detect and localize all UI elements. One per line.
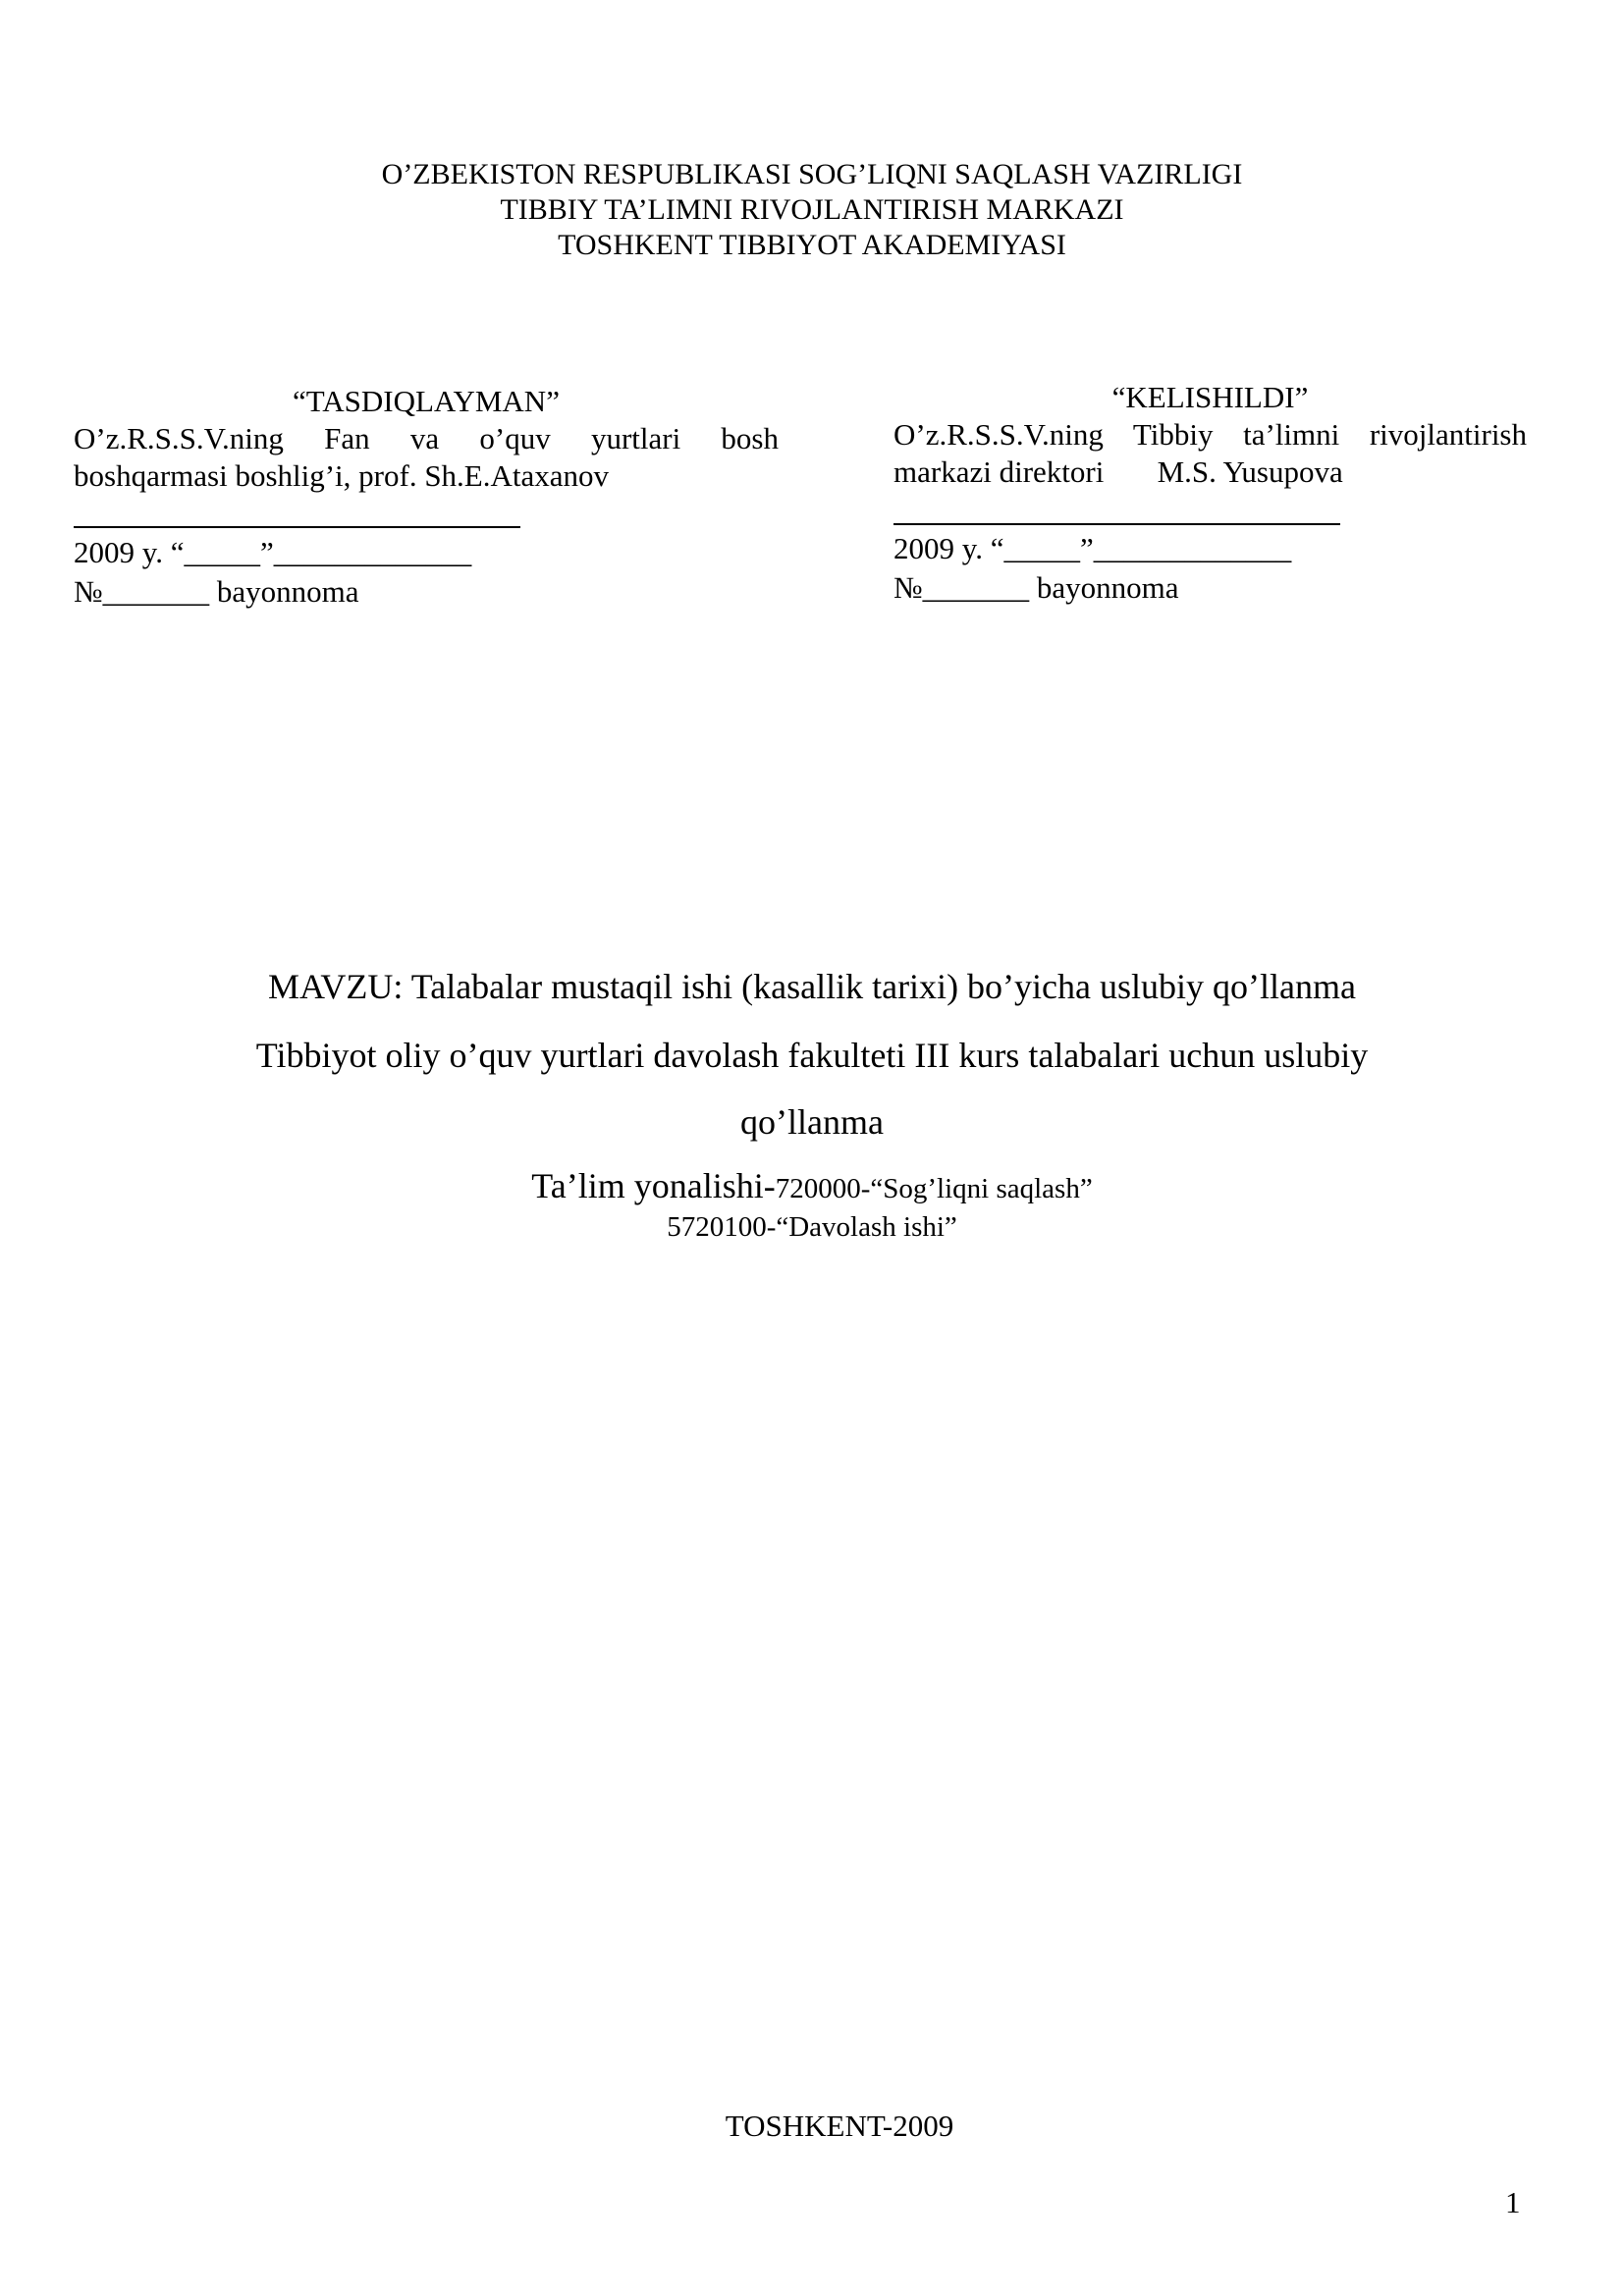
education-direction	[0, 1163, 1624, 1216]
approval-right-heading: “KELISHILDI”	[1111, 380, 1309, 414]
direction-prefix: Ta’lim yonalishi-	[531, 1166, 776, 1205]
approval-left-line2: boshqarmasi boshlig’i, prof. Sh.E.Ataxanov	[74, 458, 610, 493]
specialty: 5720100-“Davolash ishi”	[667, 1211, 957, 1243]
document-title-line1: MAVZU: Talabalar mustaqil ishi (kasallik tarixi) bo’yicha uslubiy qo’llanma	[268, 967, 1356, 1006]
direction-code: 720000-“Sog’liqni saqlash”	[775, 1173, 1093, 1204]
city-year: TOSHKENT-2009	[725, 2109, 954, 2143]
ministry-name: O’ZBEKISTON RESPUBLIKASI SOG’LIQNI SAQLASH VAZIRLIGI	[381, 158, 1243, 190]
approval-left-heading: “TASDIQLAYMAN”	[293, 384, 560, 418]
signature-line-left	[74, 526, 520, 528]
approval-left-block	[74, 383, 779, 495]
signature-line-right	[893, 523, 1340, 525]
approval-right-block	[893, 379, 1527, 491]
document-title-line2: Tibbiyot oliy o’quv yurtlari davolash fakulteti III kurs talabalari uchun uslubiy	[255, 1036, 1369, 1075]
academy-name: TOSHKENT TIBBIYOT AKADEMIYASI	[558, 229, 1066, 261]
document-title-line3: qo’llanma	[740, 1102, 884, 1142]
approval-left-line1: O’z.R.S.S.V.ning Fan va o’quv yurtlari bosh	[74, 421, 779, 455]
center-name: TIBBIY TA’LIMNI RIVOJLANTIRISH MARKAZI	[500, 193, 1124, 226]
page-number: 1	[1505, 2185, 1521, 2219]
approval-right-number: №_______ bayonnoma	[893, 570, 1179, 605]
approval-right-date: 2009 y. “_____”_____________	[893, 531, 1292, 565]
approval-left-date: 2009 y. “_____”_____________	[74, 535, 472, 569]
approval-left-number: №_______ bayonnoma	[74, 574, 359, 609]
approval-right-line1: O’z.R.S.S.V.ning Tibbiy ta’limni rivojlantirish	[893, 417, 1527, 452]
approval-right-line2: markazi direktori M.S. Yusupova	[893, 454, 1343, 489]
